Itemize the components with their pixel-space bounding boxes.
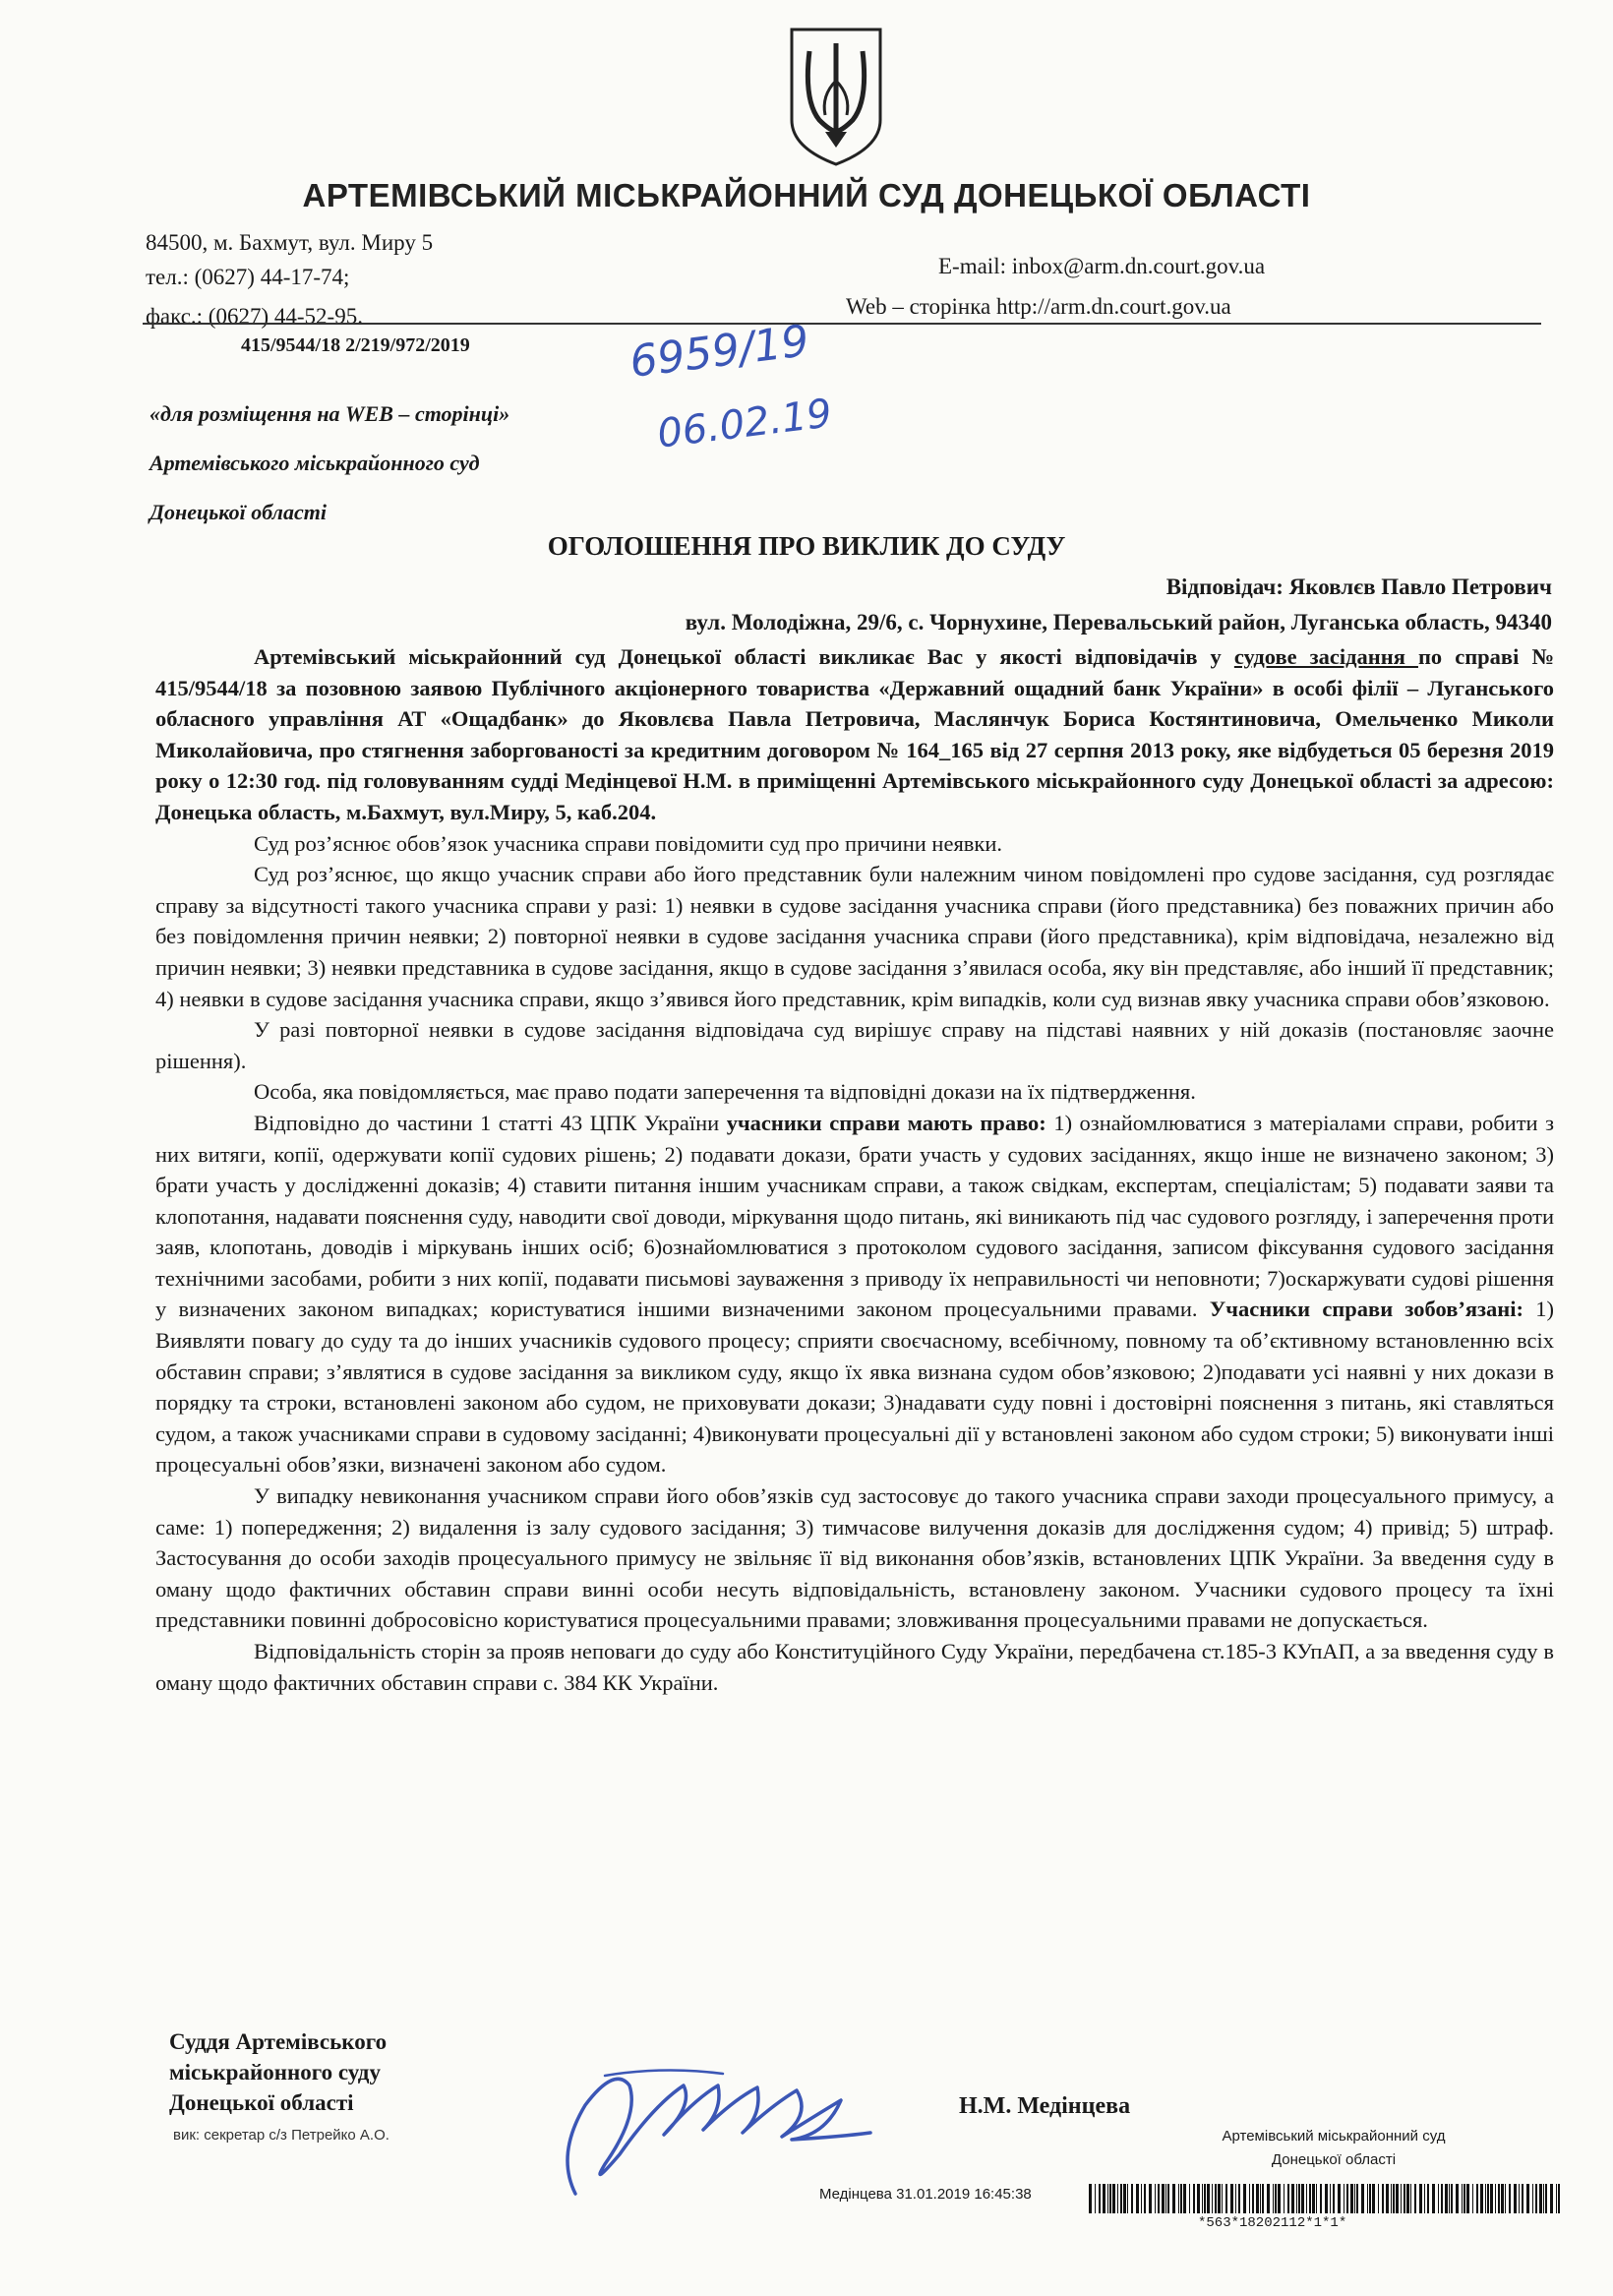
barcode-bar xyxy=(1273,2184,1274,2213)
barcode-bar xyxy=(1519,2184,1520,2213)
barcode-bar xyxy=(1189,2184,1190,2213)
stamp-signer-datetime: Медінцева 31.01.2019 16:45:38 xyxy=(819,2186,1032,2203)
barcode-bar xyxy=(1099,2184,1101,2213)
barcode-bar xyxy=(1427,2184,1429,2213)
barcode-bar xyxy=(1278,2184,1281,2213)
barcode-bar xyxy=(1378,2184,1379,2213)
barcode-bar xyxy=(1141,2184,1142,2213)
barcode-bar xyxy=(1369,2184,1371,2213)
barcode-bar xyxy=(1464,2184,1465,2213)
notice-body xyxy=(155,641,1554,1698)
barcode-number: *563*18202112*1*1* xyxy=(1198,2215,1347,2231)
barcode-bar xyxy=(1495,2184,1496,2213)
barcode-bar xyxy=(1498,2184,1500,2213)
notice-title: ОГОЛОШЕННЯ ПРО ВИКЛИК ДО СУДУ xyxy=(547,531,1066,561)
barcode-bar xyxy=(1414,2184,1416,2213)
judge-title: Суддя Артемівського міськрайонного суду Донецької області xyxy=(169,2029,388,2115)
barcode-bar xyxy=(1212,2184,1213,2213)
barcode-bar xyxy=(1089,2184,1092,2213)
paragraph-liability: Відповідальність сторін за прояв неповаги до суду або Конституційного Суду України, передбачена ст.185-3 КУпАП, а за введення суду в оману щодо фактичних обставин справи с. 384 КК України. xyxy=(155,1639,1554,1695)
respondent-name: Відповідач: Яковлєв Павло Петрович xyxy=(1165,574,1552,599)
barcode-bar xyxy=(1287,2184,1289,2213)
barcode-bar xyxy=(1432,2184,1435,2213)
stamp-court-name: Артемівський міськрайонний суд Донецької області xyxy=(1222,2128,1446,2168)
barcode-bar xyxy=(1490,2184,1493,2213)
barcode-bar xyxy=(1514,2184,1517,2213)
barcode-bar xyxy=(1260,2184,1261,2213)
barcode-bar xyxy=(1149,2184,1152,2213)
barcode-bar xyxy=(1372,2184,1375,2213)
barcode-bar xyxy=(1215,2184,1217,2213)
barcode-bar xyxy=(1333,2184,1335,2213)
barcode-bar xyxy=(1556,2184,1557,2213)
barcode-bar xyxy=(1367,2184,1368,2213)
barcode-bar xyxy=(1456,2184,1459,2213)
barcode-bar xyxy=(1252,2184,1254,2213)
barcode-bar xyxy=(1406,2184,1409,2213)
barcode-bar xyxy=(1109,2184,1111,2213)
barcode-bar xyxy=(1225,2184,1227,2213)
barcode-bar xyxy=(1131,2184,1133,2213)
barcode-bar xyxy=(1309,2184,1311,2213)
court-email: E-mail: inbox@arm.dn.court.gov.ua xyxy=(938,254,1266,278)
barcode-bar xyxy=(1167,2184,1169,2213)
barcode-bar xyxy=(1382,2184,1384,2213)
barcode-bar xyxy=(1117,2184,1118,2213)
barcode-bar xyxy=(1354,2184,1355,2213)
barcode-bar xyxy=(1306,2184,1307,2213)
barcode-bar xyxy=(1346,2184,1348,2213)
barcode-bar xyxy=(1238,2184,1240,2213)
barcode-bar xyxy=(1441,2184,1443,2213)
barcode-bar xyxy=(1350,2184,1353,2213)
barcode-bar xyxy=(1532,2184,1533,2213)
barcode-bar xyxy=(1545,2184,1547,2213)
barcode-bar xyxy=(1410,2184,1411,2213)
barcode-bar xyxy=(1535,2184,1537,2213)
barcode-bar xyxy=(1249,2184,1250,2213)
barcode-bar xyxy=(1178,2184,1179,2213)
respondent-address: вул. Молодіжна, 29/6, с. Чорнухине, Перевальський район, Луганська область, 94340 xyxy=(685,610,1552,634)
barcode-bar xyxy=(1325,2184,1328,2213)
web-note-line-1: «для розміщення на WEB – сторінці» xyxy=(149,401,510,426)
web-note-line-3: Донецької області xyxy=(149,500,327,524)
barcode-bar xyxy=(1316,2184,1317,2213)
barcode-bar xyxy=(1424,2184,1425,2213)
court-fax: факс.: (0627) 44-52-95. xyxy=(146,304,363,329)
barcode-bar xyxy=(1476,2184,1478,2213)
barcode-bar xyxy=(1312,2184,1315,2213)
barcode-bar xyxy=(1393,2184,1395,2213)
barcode-bar xyxy=(1165,2184,1166,2213)
barcode-bar xyxy=(1120,2184,1122,2213)
barcode-bar xyxy=(1505,2184,1506,2213)
barcode-bar xyxy=(1155,2184,1156,2213)
barcode-bar xyxy=(1218,2184,1221,2213)
trident-emblem-icon xyxy=(782,22,890,169)
barcode-bar xyxy=(1404,2184,1405,2213)
paragraph-absence-reasons: Суд роз’яснює обов’язок учасника справи повідомити суд про причини неявки. xyxy=(254,830,1003,856)
barcode-bar xyxy=(1180,2184,1182,2213)
barcode-bar xyxy=(1539,2184,1542,2213)
barcode-bar xyxy=(1401,2184,1402,2213)
barcode-bar xyxy=(1298,2184,1300,2213)
barcode-bar xyxy=(1338,2184,1341,2213)
barcode-bar xyxy=(1356,2184,1358,2213)
barcode-bar xyxy=(1291,2184,1294,2213)
court-web: Web – сторінка http://arm.dn.court.gov.ua xyxy=(846,294,1231,319)
barcode-bar xyxy=(1449,2184,1450,2213)
barcode-bar xyxy=(1320,2184,1322,2213)
barcode-bar xyxy=(1144,2184,1146,2213)
barcode-bar xyxy=(1207,2184,1210,2213)
barcode-bar xyxy=(1487,2184,1489,2213)
paragraph-default-judgment: У разі повторної неявки в судове засідання відповідача суд вирішує справу на підставі наявних у ній доказів (постановляє заочне рішення). xyxy=(155,1017,1554,1073)
barcode-bar xyxy=(1543,2184,1544,2213)
web-note-line-2: Артемівського міськрайонного суд xyxy=(149,451,480,475)
barcode-bar xyxy=(1522,2184,1523,2213)
barcode-bar xyxy=(1396,2184,1399,2213)
barcode-bar xyxy=(1330,2184,1331,2213)
barcode-bar xyxy=(1301,2184,1304,2213)
barcode-bar xyxy=(1127,2184,1128,2213)
header-divider xyxy=(143,323,1541,325)
barcode-bar xyxy=(1472,2184,1473,2213)
judge-name: Н.М. Медінцева xyxy=(959,2093,1131,2119)
barcode-bar xyxy=(1256,2184,1259,2213)
barcode-bar xyxy=(1480,2184,1483,2213)
barcode-bar xyxy=(1112,2184,1115,2213)
document-barcode xyxy=(1089,2184,1566,2213)
barcode-bar xyxy=(1183,2184,1186,2213)
executor-note: вик: секретар с/з Петрейко А.О. xyxy=(173,2127,389,2144)
barcode-bar xyxy=(1267,2184,1270,2213)
barcode-bar xyxy=(1095,2184,1096,2213)
barcode-bar xyxy=(1197,2184,1200,2213)
barcode-bar xyxy=(1526,2184,1529,2213)
barcode-bar xyxy=(1235,2184,1236,2213)
barcode-bar xyxy=(1451,2184,1453,2213)
paragraph-procedural-coercion: У випадку невиконання учасником справи його обов’язків суд застосовує до такого учасника справи заходи процесуального примусу, а саме: 1) попередження; 2) видалення із залу судового засідання; 3) тимчасове вилучення доказів для дослідження судом; 4) привід; 5) штраф. Застосування до особи заходів процесуального примусу не звільняє її від виконання обов’язків, встановлених ЦПК України. За введення суду в оману щодо фактичних обставин справи винні особи несуть відповідальність, встановлену законом. Учасники судового процесу та їхні представники повинні добросовісно користуватися процесуальними правами; зловживання процесуальними правами не допускається. xyxy=(155,1483,1554,1633)
barcode-bar xyxy=(1296,2184,1297,2213)
barcode-bar xyxy=(1445,2184,1448,2213)
barcode-bar xyxy=(1193,2184,1195,2213)
barcode-bar xyxy=(1361,2184,1364,2213)
summons-paragraph: Артемівський міськрайонний суд Донецької області викликає Вас у якості відповідачів у судове засідання по справі № 415/9544/18 за позовною заявою Публічного акціонерного товариства «Державний ощадний банк України» в особі філії – Луганського обласного управління АТ «Ощадбанк» до Яковлєва Павла Петровича, Маслянчук Бориса Костянтиновича, Омельченко Миколи Миколайовича, про стягнення заборгованості за кредитним договором № 164_165 від 27 серпня 2013 року, яке відбудеться 05 березня 2019 року о 12:30 год. під головуванням судді Медінцевої Н.М. в приміщенні Артемівського міськрайонного суду Донецької області за адресою: Донецька область, м.Бахмут, вул.Миру, 5, каб.204. xyxy=(155,644,1554,824)
barcode-bar xyxy=(1466,2184,1469,2213)
barcode-bar xyxy=(1222,2184,1223,2213)
barcode-bar xyxy=(1243,2184,1246,2213)
barcode-bar xyxy=(1485,2184,1486,2213)
barcode-bar xyxy=(1386,2184,1389,2213)
barcode-bar xyxy=(1501,2184,1504,2213)
barcode-bar xyxy=(1162,2184,1165,2213)
barcode-bar xyxy=(1558,2184,1560,2213)
barcode-bar xyxy=(1202,2184,1203,2213)
barcode-bar xyxy=(1391,2184,1392,2213)
paragraph-absence-consequences: Суд роз’яснює, що якщо учасник справи або його представник були належним чином повідомлені про судове засідання, суд розглядає справу за відсутності такого учасника справи у разі: 1) неявки в судове засідання учасника справи (його представника) без поважних причин або без повідомлення причин неявки; 2) повторної неявки в судове засідання учасника справи (його представника), крім відповідача, незалежно від причин неявки; 3) неявки представника в судове засідання, якщо в судове засідання з’явилася особа, яку він представляє, або інший її представник; 4) неявки в судове засідання учасника справи, якщо з’явився його представник, крім випадків, коли суд визнав явку учасника справи обов’язковою. xyxy=(155,862,1554,1011)
paragraph-right-to-object: Особа, яка повідомляється, має право подати заперечення та відповідні докази на їх підтвердження. xyxy=(254,1079,1196,1105)
barcode-bar xyxy=(1136,2184,1139,2213)
handwritten-registration-number: 6959/19 xyxy=(627,316,812,388)
barcode-bar xyxy=(1462,2184,1463,2213)
barcode-bar xyxy=(1230,2184,1233,2213)
court-name: АРТЕМІВСЬКИЙ МІСЬКРАЙОННИЙ СУД ДОНЕЦЬКОЇ ОБЛАСТІ xyxy=(302,177,1311,213)
handwritten-date: 06.02.19 xyxy=(654,391,835,457)
barcode-bar xyxy=(1438,2184,1439,2213)
barcode-bar xyxy=(1275,2184,1277,2213)
barcode-bar xyxy=(1204,2184,1206,2213)
case-numbers: 415/9544/18 2/219/972/2019 xyxy=(241,334,470,356)
barcode-bar xyxy=(1509,2184,1511,2213)
barcode-bar xyxy=(1172,2184,1175,2213)
handwritten-signature xyxy=(546,2046,880,2204)
court-phone: тел.: (0627) 44-17-74; xyxy=(146,265,350,289)
barcode-bar xyxy=(1103,2184,1105,2213)
barcode-bar xyxy=(1262,2184,1264,2213)
barcode-bar xyxy=(1550,2184,1553,2213)
paragraph-rights-and-duties: Відповідно до частини 1 статті 43 ЦПК України учасники справи мають право: 1) ознайомлюватися з матеріалами справи, робити з них витяги, копії, одержувати копії судових рішень; 2) подавати докази, брати участь у судових засіданнях, якщо інше не визначено законом; 3) брати участь у дослідженні доказів; 4) ставити питання іншим учасникам справи, а також свідкам, експертам, спеціалістам; 5) подавати заяви та клопотання, надавати пояснення суду, наводити свої доводи, міркування щодо питань, які виникають під час судового розгляду, і заперечення проти заяв, клопотань, доводів і міркувань інших осіб; 6)ознайомлюватися з протоколом судового засідання, записом фіксування судового засідання технічними засобами, робити з них копії, подавати письмові зауваження з приводу їх неправильності чи неповноти; 7)оскаржувати судові рішення у визначених законом випадках; користуватися іншими визначеними законом процесуальними правами. Учасники справи зобов’язані: 1) Виявляти повагу до суду та до інших учасників судового процесу; сприяти своєчасному, всебічному, повному та об’єктивному встановленню всіх обставин справи; з’являтися в судове засідання за викликом суду, якщо їх явка визнана судом обов’язковою; 2)подавати усі наявні у них докази в порядку та строки, встановлені законом або судом, не приховувати докази; 3)надавати суду повні і достовірні пояснення з питань, які ставляться судом, а також учасниками справи в судовому засіданні; 4)виконувати процесуальні дії у встановлені законом або судом строки; 5) виконувати інші процесуальні обов’язки, визначені законом або судом. xyxy=(155,1110,1554,1478)
court-address: 84500, м. Бахмут, вул. Миру 5 xyxy=(146,230,434,255)
barcode-bar xyxy=(1123,2184,1126,2213)
barcode-bar xyxy=(1419,2184,1422,2213)
barcode-bar xyxy=(1158,2184,1160,2213)
barcode-bar xyxy=(1107,2184,1108,2213)
